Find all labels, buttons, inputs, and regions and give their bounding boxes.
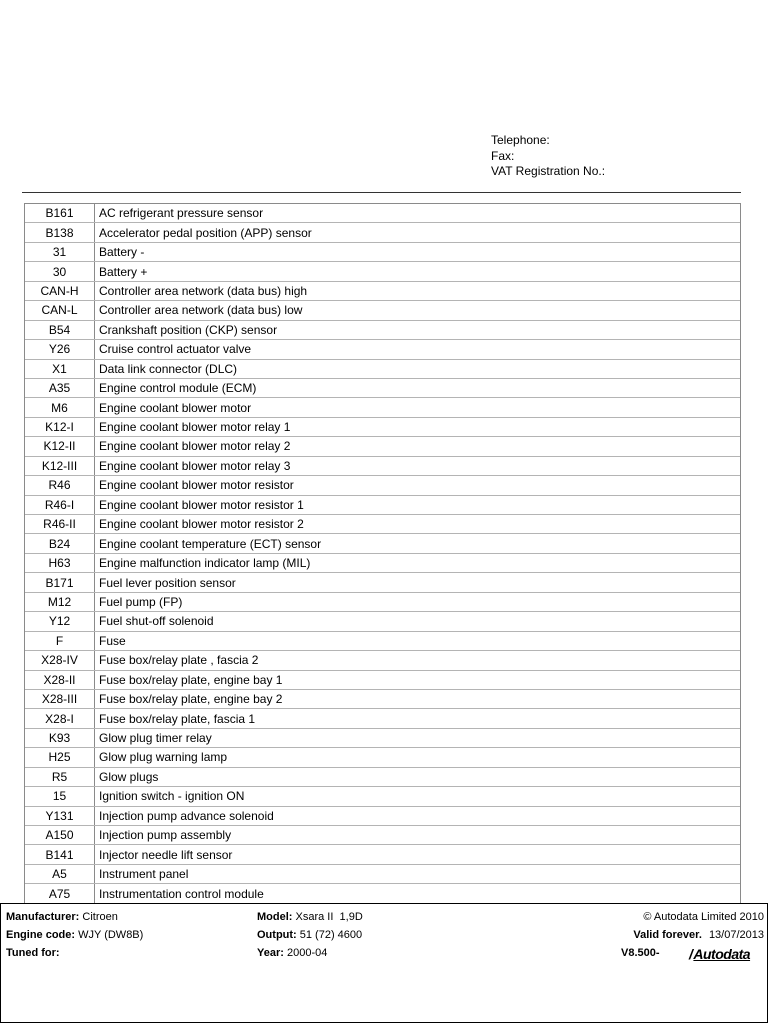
logo-slash-icon: / bbox=[689, 946, 693, 962]
component-code: K12-I bbox=[25, 417, 95, 436]
table-row bbox=[25, 340, 740, 359]
component-code: A75 bbox=[25, 884, 95, 903]
model-value: Xsara II 1,9D bbox=[295, 911, 363, 923]
component-description: Engine coolant blower motor relay 2 bbox=[95, 437, 741, 456]
table-row bbox=[25, 592, 740, 611]
table-row bbox=[25, 826, 740, 845]
component-code: R46 bbox=[25, 476, 95, 495]
table-row bbox=[25, 748, 740, 767]
table-row bbox=[25, 456, 740, 475]
footer-panel bbox=[0, 903, 768, 1023]
component-description: Fuse box/relay plate, engine bay 2 bbox=[95, 689, 741, 708]
component-description: Data link connector (DLC) bbox=[95, 359, 741, 378]
output-label: Output: bbox=[257, 929, 297, 941]
component-description: Instrument panel bbox=[95, 864, 741, 883]
year-value: 2000-04 bbox=[286, 947, 328, 959]
component-code: Y131 bbox=[25, 806, 95, 825]
table-row bbox=[25, 631, 740, 650]
component-description: Crankshaft position (CKP) sensor bbox=[95, 320, 741, 339]
component-code: B138 bbox=[25, 223, 95, 242]
component-code: X28-I bbox=[25, 709, 95, 728]
component-description: Controller area network (data bus) high bbox=[95, 281, 741, 300]
component-description: Fuel shut-off solenoid bbox=[95, 612, 741, 631]
component-code: R46-II bbox=[25, 515, 95, 534]
telephone-label: Telephone: bbox=[491, 133, 550, 147]
component-code: X28-III bbox=[25, 689, 95, 708]
table-row bbox=[25, 359, 740, 378]
component-code: B141 bbox=[25, 845, 95, 864]
validity-row bbox=[633, 929, 764, 941]
component-code: A35 bbox=[25, 378, 95, 397]
table-row bbox=[25, 767, 740, 786]
table-row bbox=[25, 806, 740, 825]
table-row bbox=[25, 728, 740, 747]
copyright-text: © Autodata Limited 2010 bbox=[643, 911, 764, 923]
autodata-logo bbox=[689, 946, 750, 962]
table-row bbox=[25, 281, 740, 300]
component-description: Glow plug timer relay bbox=[95, 728, 741, 747]
component-description: Controller area network (data bus) low bbox=[95, 301, 741, 320]
component-table-body bbox=[25, 204, 740, 903]
table-row bbox=[25, 262, 740, 281]
valid-date: 13/07/2013 bbox=[708, 929, 764, 941]
table-row bbox=[25, 476, 740, 495]
table-row bbox=[25, 884, 740, 903]
component-code: A150 bbox=[25, 826, 95, 845]
logo-text: Autodata bbox=[693, 946, 751, 962]
engine-code-label: Engine code: bbox=[6, 929, 76, 941]
component-code: M6 bbox=[25, 398, 95, 417]
component-code: F bbox=[25, 631, 95, 650]
component-code: B54 bbox=[25, 320, 95, 339]
component-description: Engine coolant blower motor relay 1 bbox=[95, 417, 741, 436]
table-row bbox=[25, 553, 740, 572]
component-description: Fuel pump (FP) bbox=[95, 592, 741, 611]
component-description: Fuse box/relay plate, engine bay 1 bbox=[95, 670, 741, 689]
component-description: Engine coolant blower motor bbox=[95, 398, 741, 417]
table-row bbox=[25, 651, 740, 670]
component-code: R46-I bbox=[25, 495, 95, 514]
engine-code-value: WJY (DW8B) bbox=[78, 929, 144, 941]
table-row bbox=[25, 204, 740, 223]
table-row bbox=[25, 787, 740, 806]
table-row bbox=[25, 495, 740, 514]
component-description: Engine coolant blower motor relay 3 bbox=[95, 456, 741, 475]
table-row bbox=[25, 612, 740, 631]
component-code: B24 bbox=[25, 534, 95, 553]
table-row bbox=[25, 223, 740, 242]
component-table bbox=[24, 203, 741, 904]
model-label: Model: bbox=[257, 911, 293, 923]
table-row bbox=[25, 573, 740, 592]
engine-code-row bbox=[6, 929, 143, 941]
component-code: K93 bbox=[25, 728, 95, 747]
header-divider bbox=[22, 192, 741, 193]
component-description: Fuel lever position sensor bbox=[95, 573, 741, 592]
model-row bbox=[257, 911, 363, 923]
component-description: Injection pump assembly bbox=[95, 826, 741, 845]
table-row bbox=[25, 437, 740, 456]
component-code: H63 bbox=[25, 553, 95, 572]
component-code: Y12 bbox=[25, 612, 95, 631]
output-value: 51 (72) 4600 bbox=[299, 929, 363, 941]
table-row bbox=[25, 515, 740, 534]
component-code: K12-II bbox=[25, 437, 95, 456]
component-code: CAN-L bbox=[25, 301, 95, 320]
year-row bbox=[257, 947, 327, 959]
component-description: Engine coolant blower motor resistor bbox=[95, 476, 741, 495]
output-row bbox=[257, 929, 362, 941]
component-description: Engine control module (ECM) bbox=[95, 378, 741, 397]
component-description: Glow plugs bbox=[95, 767, 741, 786]
component-description: Instrumentation control module bbox=[95, 884, 741, 903]
manufacturer-row bbox=[6, 911, 118, 923]
component-description: Engine coolant blower motor resistor 2 bbox=[95, 515, 741, 534]
component-code: H25 bbox=[25, 748, 95, 767]
version-text bbox=[621, 947, 660, 959]
table-row bbox=[25, 378, 740, 397]
component-description: Battery - bbox=[95, 242, 741, 261]
table-row bbox=[25, 689, 740, 708]
tuned-for-label: Tuned for: bbox=[6, 947, 60, 959]
component-description: Engine coolant blower motor resistor 1 bbox=[95, 495, 741, 514]
component-description: Injection pump advance solenoid bbox=[95, 806, 741, 825]
component-description: Glow plug warning lamp bbox=[95, 748, 741, 767]
year-label: Year: bbox=[257, 947, 284, 959]
component-code: K12-III bbox=[25, 456, 95, 475]
component-description: Fuse box/relay plate, fascia 1 bbox=[95, 709, 741, 728]
component-code: B171 bbox=[25, 573, 95, 592]
component-code: Y26 bbox=[25, 340, 95, 359]
manufacturer-label: Manufacturer: bbox=[6, 911, 80, 923]
component-description: Injector needle lift sensor bbox=[95, 845, 741, 864]
manufacturer-value: Citroen bbox=[82, 911, 118, 923]
component-code: 15 bbox=[25, 787, 95, 806]
component-description: Fuse bbox=[95, 631, 741, 650]
component-code: B161 bbox=[25, 204, 95, 223]
component-code: 30 bbox=[25, 262, 95, 281]
component-code: X1 bbox=[25, 359, 95, 378]
table-row bbox=[25, 864, 740, 883]
table-row bbox=[25, 398, 740, 417]
table-row bbox=[25, 845, 740, 864]
component-description: Battery + bbox=[95, 262, 741, 281]
component-code: A5 bbox=[25, 864, 95, 883]
component-code: M12 bbox=[25, 592, 95, 611]
component-description: Engine malfunction indicator lamp (MIL) bbox=[95, 553, 741, 572]
version-label: V8.500- bbox=[621, 947, 660, 959]
component-description: AC refrigerant pressure sensor bbox=[95, 204, 741, 223]
tuned-for-row bbox=[6, 947, 60, 959]
table-row bbox=[25, 417, 740, 436]
table-row bbox=[25, 242, 740, 261]
fax-label: Fax: bbox=[491, 148, 515, 163]
component-description: Engine coolant temperature (ECT) sensor bbox=[95, 534, 741, 553]
table-row bbox=[25, 709, 740, 728]
component-code: R5 bbox=[25, 767, 95, 786]
valid-label: Valid forever. bbox=[633, 929, 702, 941]
component-code: CAN-H bbox=[25, 281, 95, 300]
component-description: Cruise control actuator valve bbox=[95, 340, 741, 359]
table-row bbox=[25, 670, 740, 689]
component-description: Ignition switch - ignition ON bbox=[95, 787, 741, 806]
contact-block bbox=[491, 133, 605, 180]
table-row bbox=[25, 320, 740, 339]
component-description: Accelerator pedal position (APP) sensor bbox=[95, 223, 741, 242]
component-code: X28-II bbox=[25, 670, 95, 689]
component-description: Fuse box/relay plate , fascia 2 bbox=[95, 651, 741, 670]
table-row bbox=[25, 534, 740, 553]
component-code: X28-IV bbox=[25, 651, 95, 670]
component-code: 31 bbox=[25, 242, 95, 261]
vat-label: VAT Registration No.: bbox=[491, 164, 606, 178]
table-row bbox=[25, 301, 740, 320]
